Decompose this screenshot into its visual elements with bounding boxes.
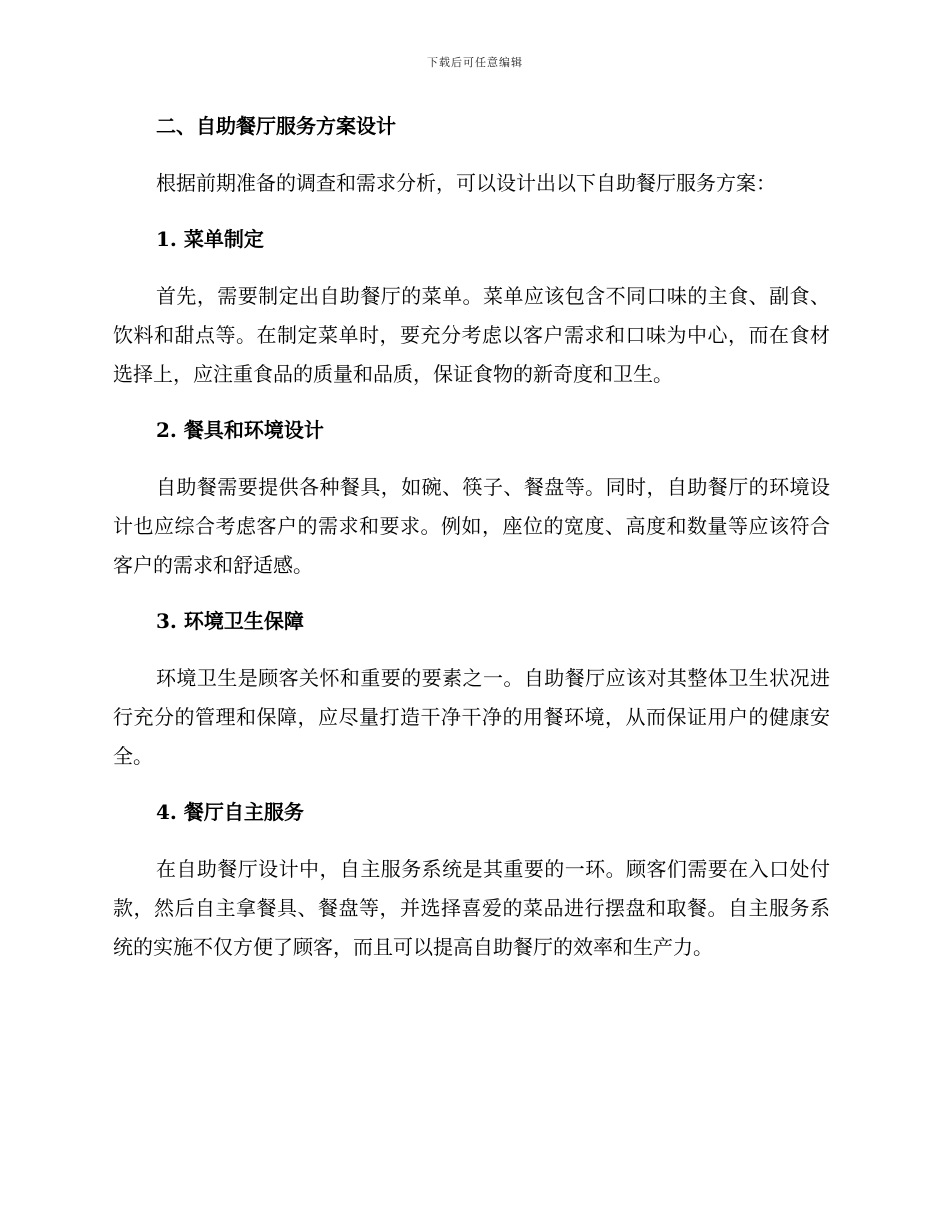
subsection-title-hygiene: 3. 环境卫生保障 bbox=[156, 609, 304, 633]
subsection-title-self-service: 4. 餐厅自主服务 bbox=[156, 800, 304, 824]
subsection-title-tableware: 2. 餐具和环境设计 bbox=[156, 418, 324, 442]
section-title: 二、自助餐厅服务方案设计 bbox=[156, 114, 396, 138]
subsection-body-menu: 首先，需要制定出自助餐厅的菜单。菜单应该包含不同口味的主食、副食、饮料和甜点等。在制定菜单时，要充分考虑以客户需求和口味为中心，而在食材选择上，应注重食品的质量和品质，保证食物的新奇度和卫生。 bbox=[113, 284, 830, 386]
document-body bbox=[113, 110, 830, 967]
subsection-title-menu: 1. 菜单制定 bbox=[156, 227, 264, 251]
subsection-body-self-service: 在自助餐厅设计中，自主服务系统是其重要的一环。顾客们需要在入口处付款，然后自主拿餐具、餐盘等，并选择喜爱的菜品进行摆盘和取餐。自主服务系统的实施不仅方便了顾客，而且可以提高自助餐厅的效率和生产力。 bbox=[113, 857, 830, 959]
header-note: 下载后可任意编辑 bbox=[427, 56, 523, 69]
intro-paragraph: 根据前期准备的调查和需求分析，可以设计出以下自助餐厅服务方案： bbox=[156, 171, 776, 195]
subsection-body-hygiene: 环境卫生是顾客关怀和重要的要素之一。自助餐厅应该对其整体卫生状况进行充分的管理和保障，应尽量打造干净干净的用餐环境，从而保证用户的健康安全。 bbox=[113, 666, 830, 768]
subsection-body-tableware: 自助餐需要提供各种餐具，如碗、筷子、餐盘等。同时，自助餐厅的环境设计也应综合考虑客户的需求和要求。例如，座位的宽度、高度和数量等应该符合客户的需求和舒适感。 bbox=[113, 475, 830, 577]
